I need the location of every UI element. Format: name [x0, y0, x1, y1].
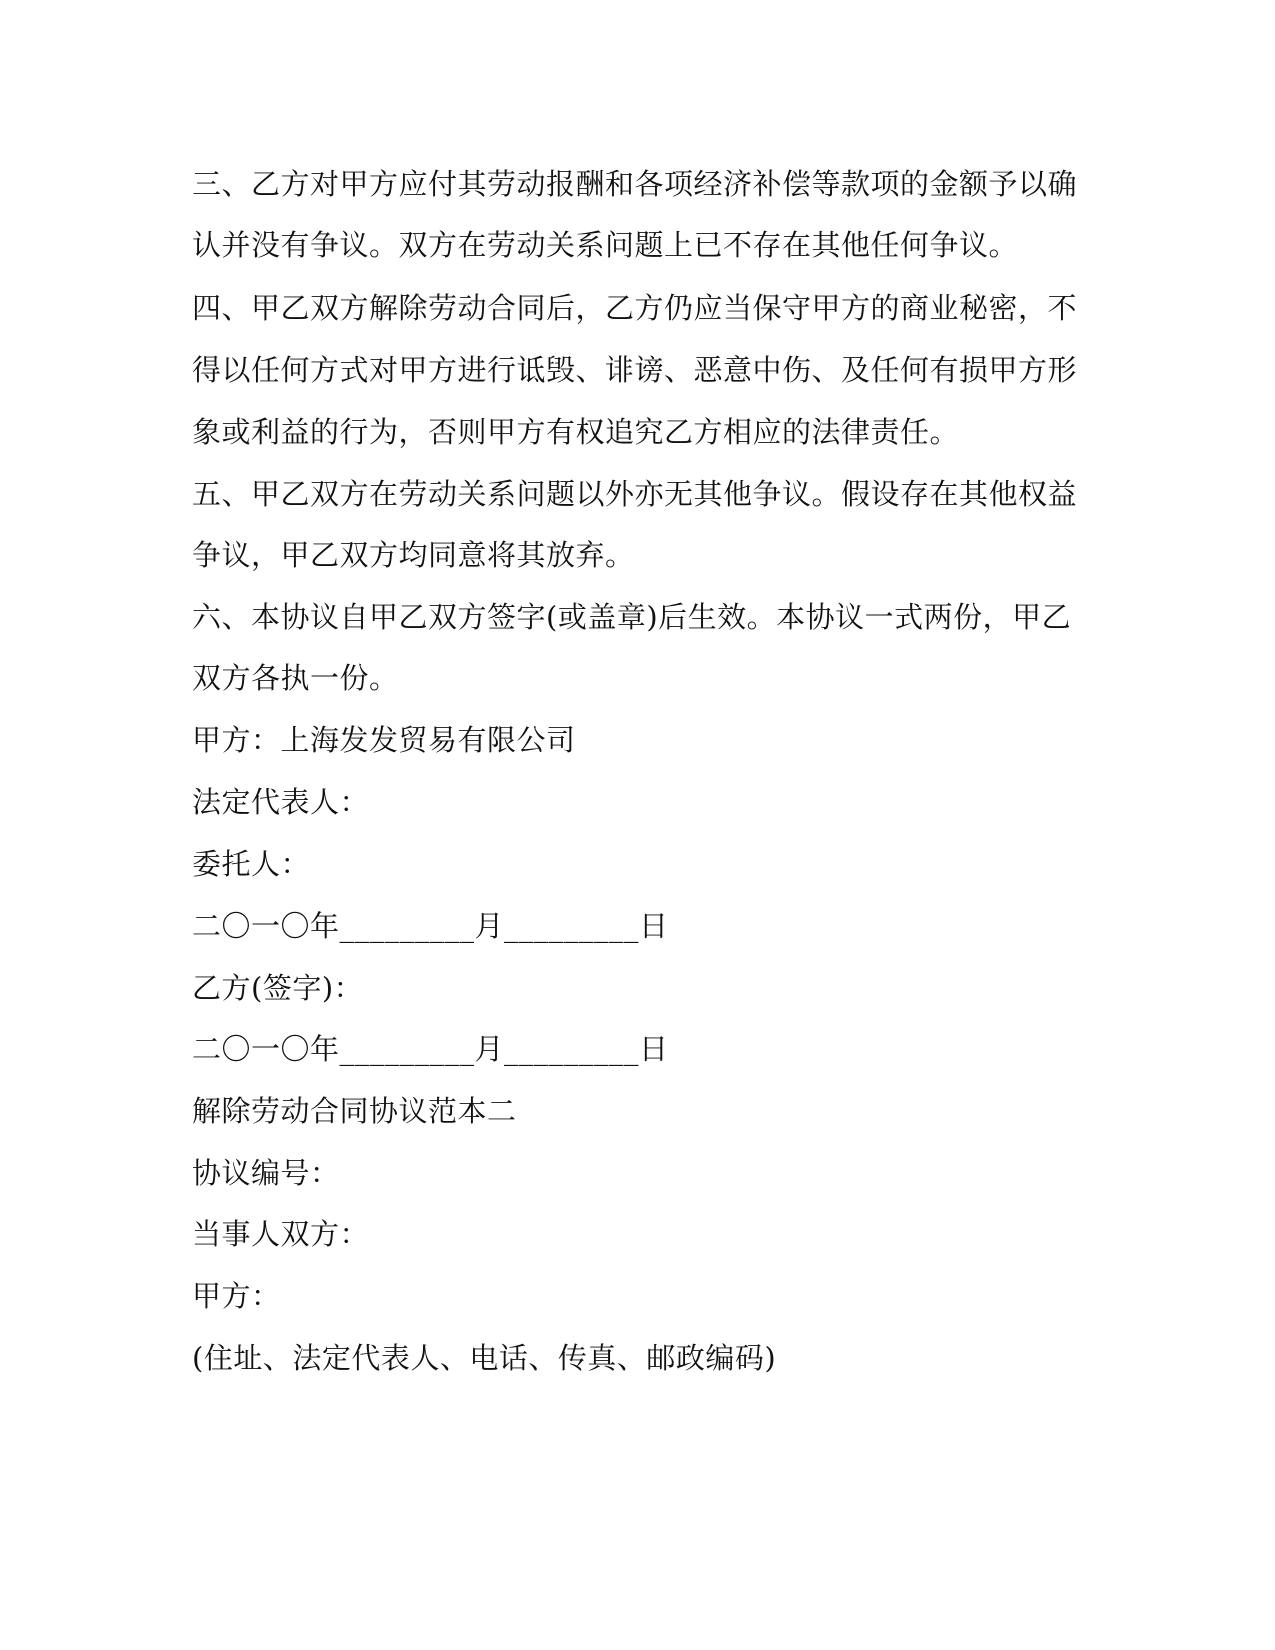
clause-three-line-2: 认并没有争议。双方在劳动关系问题上已不存在其他任何争议。 — [192, 228, 1019, 262]
clause-six-line-1: 六、本协议自甲乙双方签字(或盖章)后生效。本协议一式两份，甲乙 — [192, 600, 1072, 634]
parties-heading: 当事人双方： — [192, 1217, 370, 1251]
clause-four-line-3: 象或利益的行为，否则甲方有权追究乙方相应的法律责任。 — [192, 415, 960, 449]
party-a-details-note: (住址、法定代表人、电话、传真、邮政编码) — [192, 1341, 777, 1375]
clause-three-line-1: 三、乙方对甲方应付其劳动报酬和各项经济补偿等款项的金额予以确 — [192, 167, 1078, 201]
agent-field: 委托人： — [192, 847, 311, 881]
party-a-name: 甲方：上海发发贸易有限公司 — [192, 723, 576, 757]
template-two-title: 解除劳动合同协议范本二 — [192, 1094, 517, 1128]
clause-five-line-2: 争议，甲乙双方均同意将其放弃。 — [192, 538, 635, 572]
clause-six-line-2: 双方各执一份。 — [192, 661, 399, 695]
clause-four-line-1: 四、甲乙双方解除劳动合同后，乙方仍应当保守甲方的商业秘密，不 — [192, 291, 1078, 325]
party-b-signature-field: 乙方(签字)： — [192, 971, 364, 1005]
clause-four-line-2: 得以任何方式对甲方进行诋毁、诽谤、恶意中伤、及任何有损甲方形 — [192, 353, 1078, 387]
party-a-field: 甲方： — [192, 1279, 281, 1313]
party-a-date-field: 二〇一〇年_________月_________日 — [192, 909, 669, 943]
party-b-date-field: 二〇一〇年_________月_________日 — [192, 1032, 669, 1066]
agreement-number-field: 协议编号： — [192, 1156, 340, 1190]
clause-five-line-1: 五、甲乙双方在劳动关系问题以外亦无其他争议。假设存在其他权益 — [192, 477, 1078, 511]
legal-representative-field: 法定代表人： — [192, 785, 370, 819]
